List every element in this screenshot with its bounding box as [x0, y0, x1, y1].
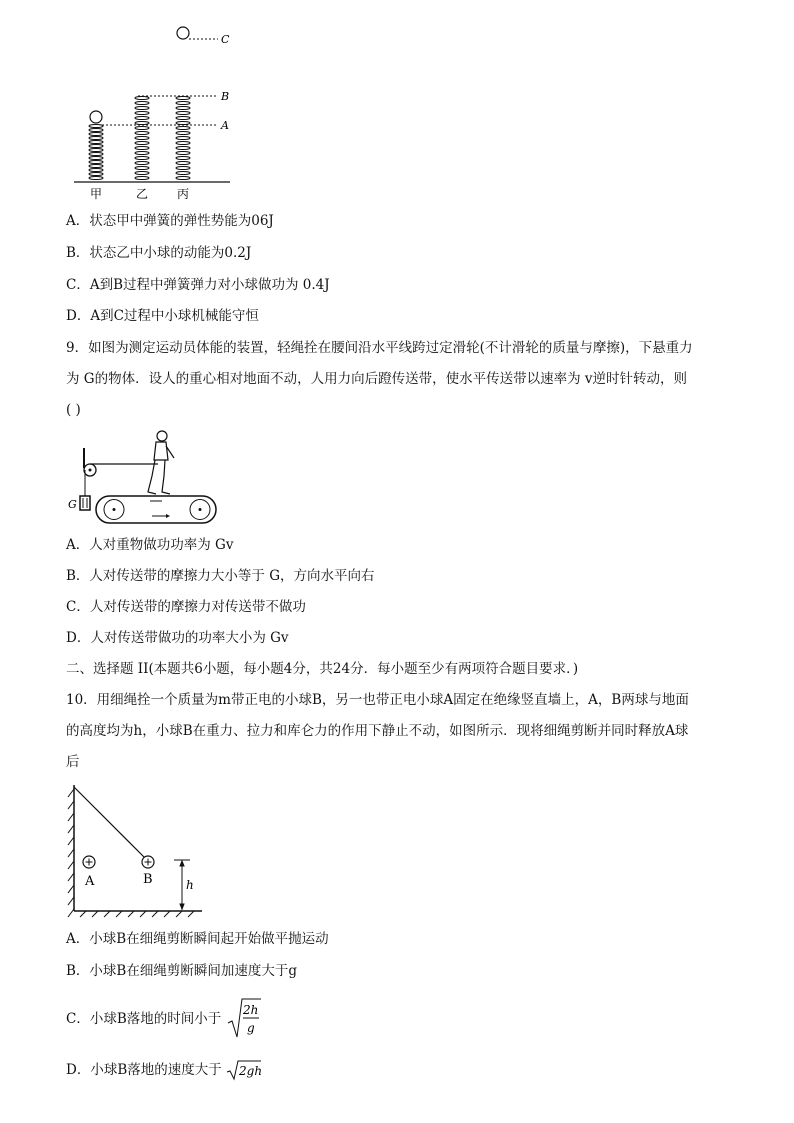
q10-option-c-text: C．小球B落地的时间小于: [66, 1011, 222, 1027]
q8-option-a: A．状态甲中弹簧的弹性势能为06J: [66, 213, 274, 229]
q10-option-a: A．小球B在细绳剪断瞬间起开始做平抛运动: [66, 931, 329, 947]
q10-option-d-text: D．小球B落地的速度大于: [66, 1062, 222, 1078]
label-a: A: [221, 119, 229, 132]
weight-block: [80, 496, 90, 510]
spring-yi: [135, 97, 149, 180]
fraction-numerator: 2h: [242, 1003, 258, 1017]
q10-stem-line3: 后: [66, 754, 80, 770]
spring-jia: [89, 111, 103, 180]
label-c: C: [221, 33, 230, 46]
label-ball-b: B: [143, 872, 153, 887]
pulley: [84, 448, 96, 476]
q9-stem-line1: 9．如图为测定运动员体能的装置，轻绳拴在腰间沿水平线跨过定滑轮(不计滑轮的质量与摩擦)，下悬重力: [66, 340, 693, 356]
q8-option-b: B．状态乙中小球的动能为0.2J: [66, 245, 252, 261]
q10-option-b: B．小球B在细绳剪断瞬间加速度大于g: [66, 963, 297, 979]
ball-c: [177, 27, 218, 39]
ball-a: [83, 856, 95, 868]
label-jia: 甲: [90, 187, 103, 201]
q9-option-c: C．人对传送带的摩擦力对传送带不做功: [66, 599, 306, 615]
section2-heading: 二、选择题 II(本题共6小题，每小题4分，共24分．每小题至少有两项符合题目要求．): [66, 661, 579, 677]
q9-option-b: B．人对传送带的摩擦力大小等于 G，方向水平向右: [66, 568, 375, 584]
label-bing: 丙: [177, 187, 190, 201]
label-g: G: [68, 498, 77, 511]
runner-figure: [148, 431, 174, 494]
spring-bing: [176, 97, 190, 180]
q10-option-d: [66, 1059, 262, 1081]
spring-figure: [66, 20, 246, 202]
fraction-denominator: g: [246, 1021, 255, 1035]
q10-stem-line2: 的高度均为h，小球B在重力、拉力和库仑力的作用下静止不动，如图所示．现将细绳剪断并同时释放A球: [66, 723, 689, 739]
conveyor-belt: [96, 496, 216, 523]
ball-b: [142, 856, 154, 868]
label-b: B: [221, 90, 230, 103]
string: [74, 787, 145, 858]
q8-option-c: C．A到B过程中弹簧弹力对小球做功为 0.4J: [66, 277, 330, 293]
q9-stem-line3: ( ): [66, 402, 81, 418]
treadmill-figure: [66, 428, 226, 526]
charged-balls-figure: [66, 783, 206, 919]
label-yi: 乙: [136, 187, 149, 201]
q8-option-d: D．A到C过程中小球机械能守恒: [66, 308, 259, 324]
sqrt-2gh: [226, 1059, 262, 1081]
q9-option-a: A．人对重物做功功率为 Gv: [66, 537, 234, 553]
q9-stem-line2: 为 G的物体．设人的重心相对地面不动，人用力向后蹬传送带，使水平传送带以速率为 v逆时针转动，则: [66, 371, 687, 387]
label-h: h: [186, 878, 194, 892]
q10-stem-line1: 10．用细绳拴一个质量为m带正电的小球B，另一也带正电小球A固定在绝缘竖直墙上，A，B两球与地面: [66, 692, 689, 708]
label-ball-a: A: [85, 874, 95, 889]
q9-option-d: D．人对传送带做功的功率大小为 Gv: [66, 630, 289, 646]
sqrt-fraction: [226, 997, 262, 1041]
q10-option-c: [66, 997, 262, 1041]
radicand: 2gh: [239, 1064, 263, 1078]
